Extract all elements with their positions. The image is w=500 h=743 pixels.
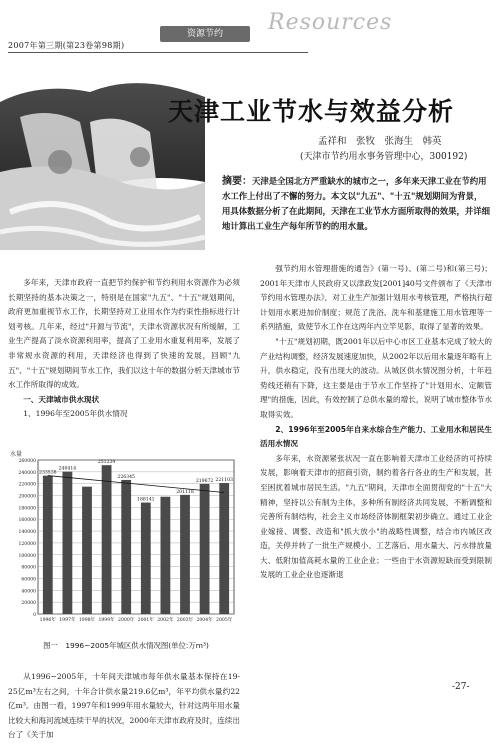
data-label: 188141 bbox=[137, 497, 155, 503]
y-tick-label: 120000 bbox=[18, 541, 36, 547]
abstract-label: 摘要： bbox=[222, 176, 252, 187]
abstract-text: 天津是全国北方严重缺水的城市之一，多年来天津工业在节约用水工作上付出了不懈的努力。本文以"九五"、"十五"规划期间为背景，用具体数据分析了在此期间，天津在工业节水方面所取得的效果，并详细地计算出工业生产每年所节约的用水量。 bbox=[222, 176, 490, 231]
bar bbox=[102, 465, 112, 614]
abstract-block bbox=[222, 174, 490, 234]
x-tick-label: 1996年 bbox=[39, 618, 56, 623]
article-organization: (天津市节约用水事务管理中心，300192) bbox=[300, 152, 468, 162]
bar bbox=[200, 484, 210, 614]
supply-bar-chart bbox=[8, 446, 240, 632]
x-tick-label: 1998年 bbox=[78, 618, 96, 623]
bar bbox=[63, 472, 73, 614]
x-tick-label: 2002年 bbox=[157, 618, 174, 623]
paragraph: 多年来，水资源紧张状况一直在影响着天津市工业经济的可持续发展，影响着天津市的招商引资，制约着各行各业的生产和发展，甚至困扰着城市居民生活。"九五"期间，天津市全面贯彻党的"十五"大精神，坚持以公有制为主体，多种所有制经济共同发展，不断调整和完善所有制结构，社会主义市场经济体制框架初步确立。通过工业企业嫁接、调整、改造和"抓大放小"的战略性调整，结合市内城区改造，关停并转了一批生产规模小、工艺落后、用水量大、污水排放量大、低附加值高耗水量的工业企业；一些由于水资源短缺而受到限制发展的工业企业也逐渐退 bbox=[260, 453, 492, 580]
data-label: 221103 bbox=[215, 478, 233, 484]
data-label: 233538 bbox=[39, 470, 57, 476]
issue-label: 2007年第三期(第23卷第98期) bbox=[8, 41, 125, 50]
paragraph: 强节约用水管理措施的通告》(第一号)、(第二号)和(第三号)；2001年天津市人民政府又以津政发[2001]40号文件颁布了《天津市节约用水管理办法》，对工业生产加强计划用水考核管理，严格执行超计划用水累进加价制度；规范了洗浴、洗车和基建施工用水管理等一系列措施，致使节水工作在这两年内立竿见影，取得了显著的效果。 bbox=[260, 264, 492, 332]
left-column bbox=[8, 276, 240, 422]
y-tick-label: 40000 bbox=[21, 589, 36, 595]
paragraph: 多年来，天津市政府一直把节约保护和节约利用水资源作为必须长期坚持的基本决策之一，特别是在国家"九五"、"十五"规划期间，政府更加重视节水工作，长期坚持对工业用水作为约束性指标进行计划考核。几年来，经过"开源与节流"，天津水资源状况有所缓解，工业生产提高了淡水资源利用率，提高了工业用水重复利用率，发展了非常规水资源的利用，天津经济也得到了快速的发展，回顾"九五"、"十五"规划期间节水工作，我们以这十年的数据分析天津城市节水工作所取得的成效。 bbox=[8, 278, 240, 390]
bar bbox=[219, 483, 229, 614]
x-tick-label: 2001年 bbox=[137, 618, 154, 623]
bar bbox=[82, 487, 92, 614]
y-axis-label: 水量 bbox=[10, 451, 23, 458]
x-tick-label: 2004年 bbox=[196, 618, 213, 623]
y-tick-label: 260000 bbox=[18, 459, 36, 464]
x-tick-label: 2005年 bbox=[216, 618, 233, 623]
paragraph: "十五"规划初期，既2001年以后中心市区工业基本完成了较大的产业结构调整，经济发展速度加快，从2002年以后用水量逐年略有上升，供水稳定，没有出现大的波动。从城区供水情况图分析，十年趋势线还稍有下降，这主要是由于节水工作坚持了"计划用水、定额管理"的措施，因此，有效控制了总供水量的增长，说明了城市整体节水取得实效。 bbox=[260, 336, 492, 419]
x-tick-label: 1999年 bbox=[98, 618, 115, 623]
x-tick-label: 1997年 bbox=[59, 618, 76, 623]
y-tick-label: 100000 bbox=[18, 553, 36, 559]
data-label: 201118 bbox=[176, 489, 194, 495]
y-tick-label: 240000 bbox=[18, 470, 36, 476]
section-heading: 一、天津城市供水现状 bbox=[23, 394, 100, 404]
x-tick-label: 2000年 bbox=[118, 618, 135, 623]
resources-watermark: Resources bbox=[268, 10, 393, 35]
data-label: 240414 bbox=[58, 466, 77, 472]
article-authors: 孟祥和 张牧 张海生 韩英 bbox=[318, 136, 442, 147]
y-tick-label: 200000 bbox=[18, 494, 36, 500]
bar bbox=[121, 480, 131, 614]
page-number: -27- bbox=[452, 682, 470, 692]
data-label: 226345 bbox=[117, 474, 135, 480]
section-banner bbox=[160, 26, 250, 42]
paragraph: 从1996~2005年，十年间天津城市每年供水量基本保持在19-25亿m³左右之间，十年合计供水量219.6亿m³，年平均供水量约22亿m³。由图一看，1997年和1999年用水量较大，针对这两年用水量比较大和海河流域连续干旱的状况，2000年天津市政府及时，连续出台了《关于加 bbox=[8, 672, 240, 740]
waterfall-photo bbox=[0, 62, 205, 250]
x-tick-label: 2003年 bbox=[176, 618, 194, 623]
y-tick-label: 80000 bbox=[21, 565, 36, 571]
bar bbox=[43, 476, 53, 614]
y-tick-label: 180000 bbox=[18, 506, 36, 512]
bar bbox=[180, 495, 190, 614]
data-label: 251234 bbox=[97, 460, 116, 466]
right-column bbox=[260, 262, 492, 583]
subsection-heading: 2、1996年至2005年自来水综合生产能力、工业用水和居民生活用水情况 bbox=[260, 424, 492, 449]
y-tick-label: 0 bbox=[33, 613, 36, 618]
article-title: 天津工业节水与效益分析 bbox=[168, 97, 455, 126]
chart-caption: 图一 1996~2005年城区供水情况图(单位:万m³) bbox=[43, 641, 209, 650]
subsection-heading: 1、1996年至2005年供水情况 bbox=[23, 409, 128, 419]
bar bbox=[141, 503, 151, 614]
y-tick-label: 220000 bbox=[18, 482, 36, 488]
section-label: 资源节约 bbox=[186, 29, 223, 39]
left-column-bottom bbox=[8, 670, 240, 743]
bar bbox=[161, 497, 171, 614]
header-rule bbox=[8, 52, 308, 53]
y-tick-label: 60000 bbox=[21, 577, 36, 583]
y-tick-label: 140000 bbox=[18, 530, 36, 536]
y-tick-label: 20000 bbox=[21, 601, 36, 607]
data-label: 219672 bbox=[195, 478, 214, 484]
y-tick-label: 160000 bbox=[18, 518, 36, 524]
